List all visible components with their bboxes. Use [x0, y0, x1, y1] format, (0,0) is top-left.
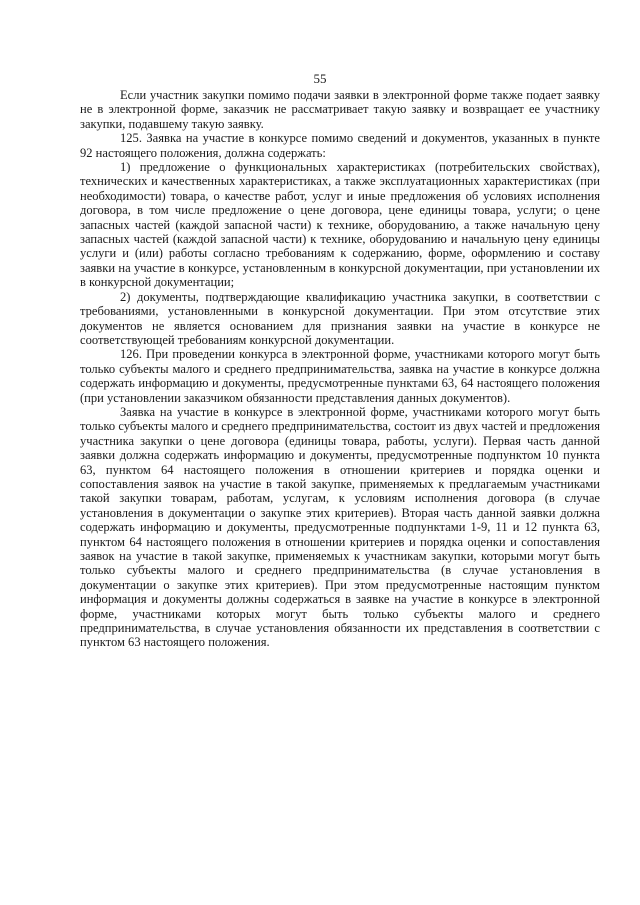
page-body	[80, 88, 600, 650]
paragraph-submission-return: Если участник закупки помимо подачи заявки в электронной форме также подает заявку не в электронной форме, заказчик не рассматривает такую заявку и возвращает ее участнику закупки, подавшему такую заявку.	[80, 88, 600, 131]
paragraph-125: 125. Заявка на участие в конкурсе помимо сведений и документов, указанных в пункте 92 настоящего положения, должна содержать:	[80, 131, 600, 160]
paragraph-126: 126. При проведении конкурса в электронной форме, участниками которого могут быть только субъекты малого и среднего предпринимательства, заявка на участие в конкурсе должна содержать информацию и документы, предусмотренные пунктами 63, 64 настоящего положения (при установлении заказчиком обязанности представления данных документов).	[80, 347, 600, 405]
paragraph-126-application-parts: Заявка на участие в конкурсе в электронной форме, участниками которого могут быть только субъекты малого и среднего предпринимательства, состоит из двух частей и предложения участника закупки о цене договора (единицы товара, работы, услуги). Первая часть данной заявки должна содержать информацию и документы, предусмотренные подпунктом 10 пункта 63, пунктом 64 настоящего положения в отношении критериев и порядка оценки и сопоставления заявок на участие в такой закупке, применяемых к предлагаемым участниками такой закупки товарам, работам, услугам, к условиям исполнения договора (в случае установления в документации о закупке этих критериев). Вторая часть данной заявки должна содержать информацию и документы, предусмотренные подпунктами 1-9, 11 и 12 пункта 63, пунктом 64 настоящего положения в отношении критериев и порядка оценки и сопоставления заявок на участие в такой закупке, применяемых к участникам закупки, которыми могут быть только субъекты малого и среднего предпринимательства (в случае установления в документации о закупке этих критериев). При этом предусмотренные настоящим пунктом информация и документы должны содержаться в заявке на участие в конкурсе в электронной форме, участниками которых могут быть только субъекты малого и среднего предпринимательства, в случае установления обязанности их представления в соответствии с пунктом 63 настоящего положения.	[80, 404, 600, 650]
paragraph-125-item-1: 1) предложение о функциональных характеристиках (потребительских свойствах), технических и качественных характеристиках, а также эксплуатационных характеристиках (при необходимости) товара, о качестве работ, услуг и иные предложения об условиях исполнения договора, в том числе предложение о цене договора, цене единицы товара, услуги; о цене запасных частей (каждой запасной части) к технике, оборудованию, а также начальную цену запасных частей (каждой запасной части) к технике, оборудованию и начальную цену единицы услуги и (или) работы согласно требованиям к содержанию, форме, оформлению и составу заявки на участие в конкурсе, установленным в конкурсной документации, при установлении их в конкурсной документации;	[80, 160, 600, 290]
paragraph-125-item-2: 2) документы, подтверждающие квалификацию участника закупки, в соответствии с требованиями, установленными в конкурсной документации. При этом отсутствие этих документов не является основанием для признания заявки на участие в конкурсе не соответствующей требованиям конкурсной документации.	[80, 289, 600, 347]
page-number: 55	[313, 71, 327, 86]
